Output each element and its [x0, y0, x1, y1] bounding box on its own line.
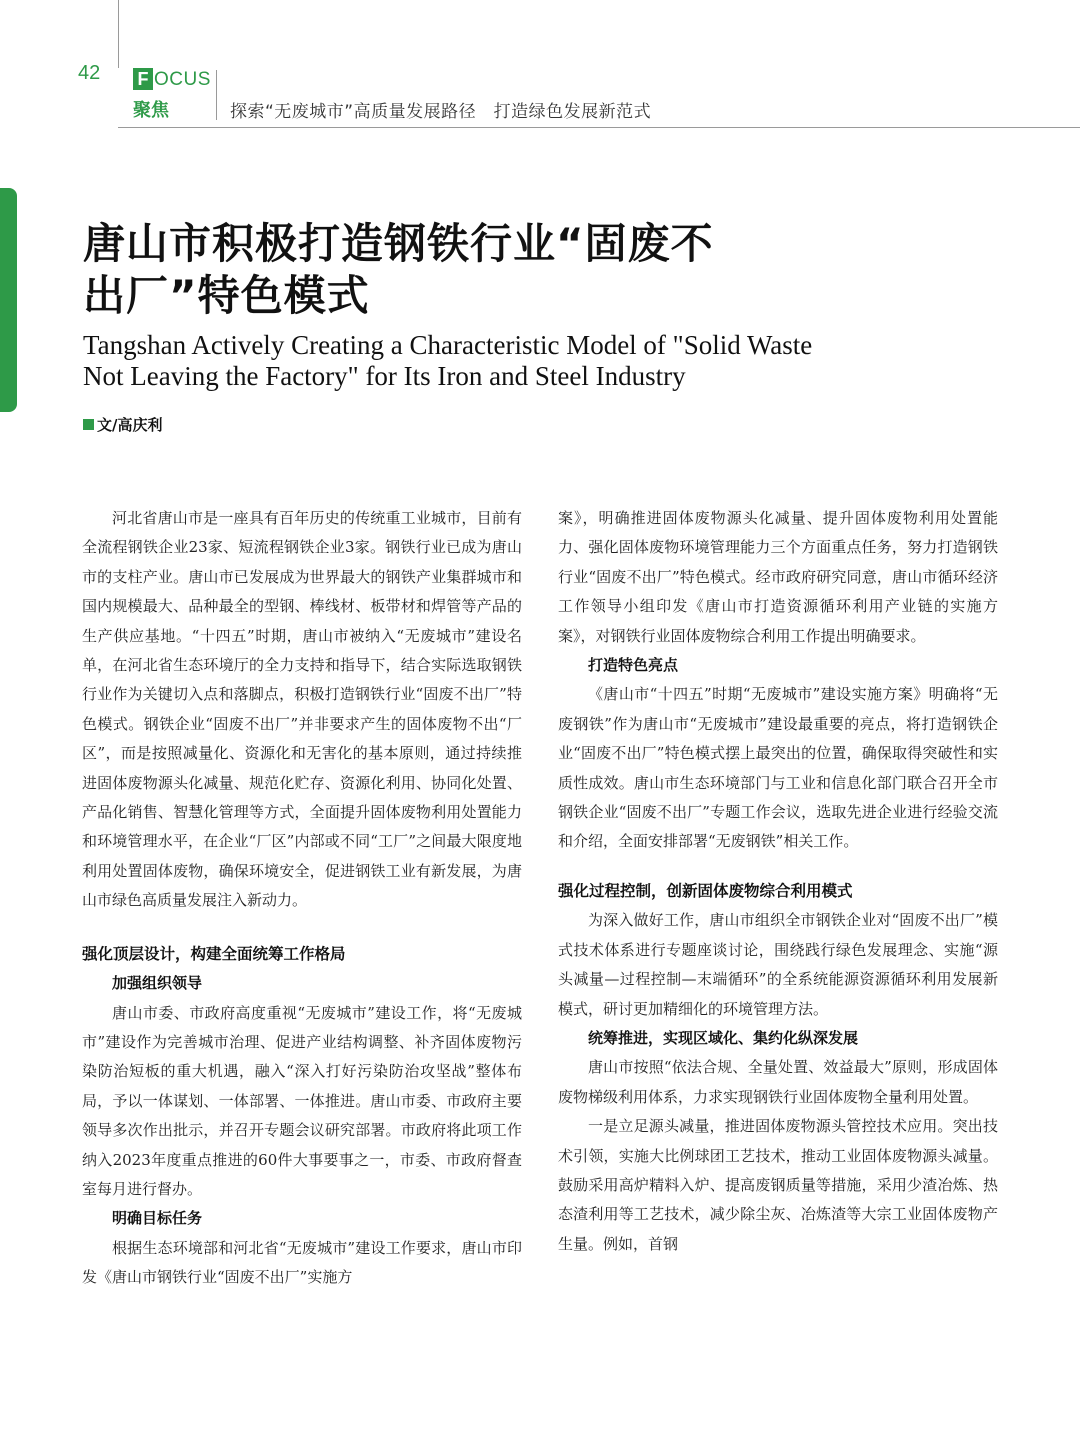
focus-logo — [133, 66, 211, 90]
subheading-targets: 明确目标任务 — [112, 1209, 203, 1228]
byline-text: 文/高庆利 — [97, 416, 163, 434]
paragraph-regional: 唐山市按照“依法合规、全量处置、效益最大”原则，形成固体废物梯级利用体系，力求实现钢铁行业固体废物全量利用处置。 — [558, 1058, 998, 1106]
section-label: 聚焦 — [133, 100, 169, 121]
series-title: 探索“无废城市”高质量发展路径 打造绿色发展新范式 — [230, 102, 652, 122]
paragraph-continued: 案》，明确推进固体废物源头化减量、提升固体废物利用处置能力、强化固体废物环境管理能力三个方面重点任务，努力打造钢铁行业“固废不出厂”特色模式。经市政府研究同意，唐山市循环经济工作领导小组印发《唐山市打造资源循环利用产业链的实施方案》，对钢铁行业固体废物综合利用工作提出明确要求。 — [558, 509, 998, 645]
paragraph-process-control: 为深入做好工作，唐山市组织全市钢铁企业对“固废不出厂”模式技术体系进行专题座谈讨论，围绕践行绿色发展理念、实施“源头减量—过程控制—末端循环”的全系统能源资源循环利用发展新模式，研讨更加精细化的环境管理方法。 — [558, 911, 998, 1018]
page-number: 42 — [78, 62, 101, 84]
article-title-cn-line1: 唐山市积极打造钢铁行业“固废不 — [83, 219, 714, 268]
focus-logo-text: OCUS — [154, 69, 211, 90]
byline-square-icon — [83, 419, 94, 430]
article-title-cn — [83, 218, 843, 322]
right-column — [558, 504, 998, 1259]
subheading-regional: 统筹推进，实现区域化、集约化纵深发展 — [588, 1028, 859, 1047]
spacer — [82, 916, 522, 940]
article-title-en-line1: Tangshan Actively Creating a Characteristic Model of "Solid Waste — [83, 330, 813, 360]
subheading-organization: 加强组织领导 — [112, 974, 203, 993]
paragraph-highlights: 《唐山市“十四五”时期“无废城市”建设实施方案》明确将“无废钢铁”作为唐山市“无废城市”建设最重要的亮点，将打造钢铁企业“固废不出厂”特色模式摆上最突出的位置，确保取得突破性和实质性成效。唐山市生态环境部门与工业和信息化部门联合召开全市钢铁企业“固废不出厂”专题工作会议，选取先进企业进行经验交流和介绍，全面安排部署“无废钢铁”相关工作。 — [558, 685, 998, 851]
green-side-tab — [0, 188, 17, 412]
header-divider — [216, 70, 217, 120]
article-title-cn-line2: 出厂”特色模式 — [83, 271, 370, 320]
paragraph-organization: 唐山市委、市政府高度重视“无废城市”建设工作，将“无废城市”建设作为完善城市治理、促进产业结构调整、补齐固体废物污染防治短板的重大机遇，融入“深入打好污染防治攻坚战”整体布局，予以一体谋划、一体部署、一体推进。唐山市委、市政府主要领导多次作出批示，并召开专题会议研究部署。市政府将此项工作纳入2023年度重点推进的60件大事要事之一，市委、市政府督查室每月进行督办。 — [82, 1003, 522, 1198]
intro-paragraph: 河北省唐山市是一座具有百年历史的传统重工业城市，目前有全流程钢铁企业23家、短流程钢铁企业3家。钢铁行业已成为唐山市的支柱产业。唐山市已发展成为世界最大的钢铁产业集群城市和国内规模最大、品种最全的型钢、棒线材、板带材和焊管等产品的生产供应基地。“十四五”时期，唐山市被纳入“无废城市”建设名单，在河北省生态环境厅的全力支持和指导下，结合实际选取钢铁行业作为关键切入点和落脚点，积极打造钢铁行业“固废不出厂”特色模式。钢铁企业“固废不出厂”并非要求产生的固体废物不出“厂区”，而是按照减量化、资源化和无害化的基本原则，通过持续推进固体废物源头化减量、规范化贮存、资源化利用、协同化处置、产品化销售、智慧化管理等方式，全面提升固体废物利用处置能力和环境管理水平，在企业“厂区”内部或不同“工厂”之间最大限度地利用处置固体废物，确保环境安全，促进钢铁工业有新发展，为唐山市绿色高质量发展注入新动力。 — [82, 509, 522, 910]
article-title-en — [83, 330, 983, 392]
paragraph-targets: 根据生态环境部和河北省“无废城市”建设工作要求，唐山市印发《唐山市钢铁行业“固废不出厂”实施方 — [82, 1238, 522, 1287]
paragraph-source-reduction: 一是立足源头减量，推进固体废物源头管控技术应用。突出技术引领，实施大比例球团工艺技术，推动工业固体废物源头减量。鼓励采用高炉精料入炉、提高废钢质量等措施，采用少渣冶炼、热态渣利用等工艺技术，减少除尘灰、冶炼渣等大宗工业固体废物产生量。例如，首钢 — [558, 1117, 998, 1253]
byline — [83, 414, 162, 435]
spacer — [558, 857, 998, 877]
article-title-en-line2: Not Leaving the Factory" for Its Iron and Steel Industry — [83, 361, 686, 391]
header-rule — [118, 127, 1080, 128]
section-heading-1: 强化顶层设计，构建全面统筹工作格局 — [82, 944, 346, 963]
subheading-highlights: 打造特色亮点 — [588, 656, 679, 675]
focus-logo-letter: F — [133, 68, 153, 90]
left-column — [82, 504, 522, 1293]
top-vertical-rule — [118, 0, 119, 68]
section-heading-2: 强化过程控制，创新固体废物综合利用模式 — [558, 881, 853, 900]
